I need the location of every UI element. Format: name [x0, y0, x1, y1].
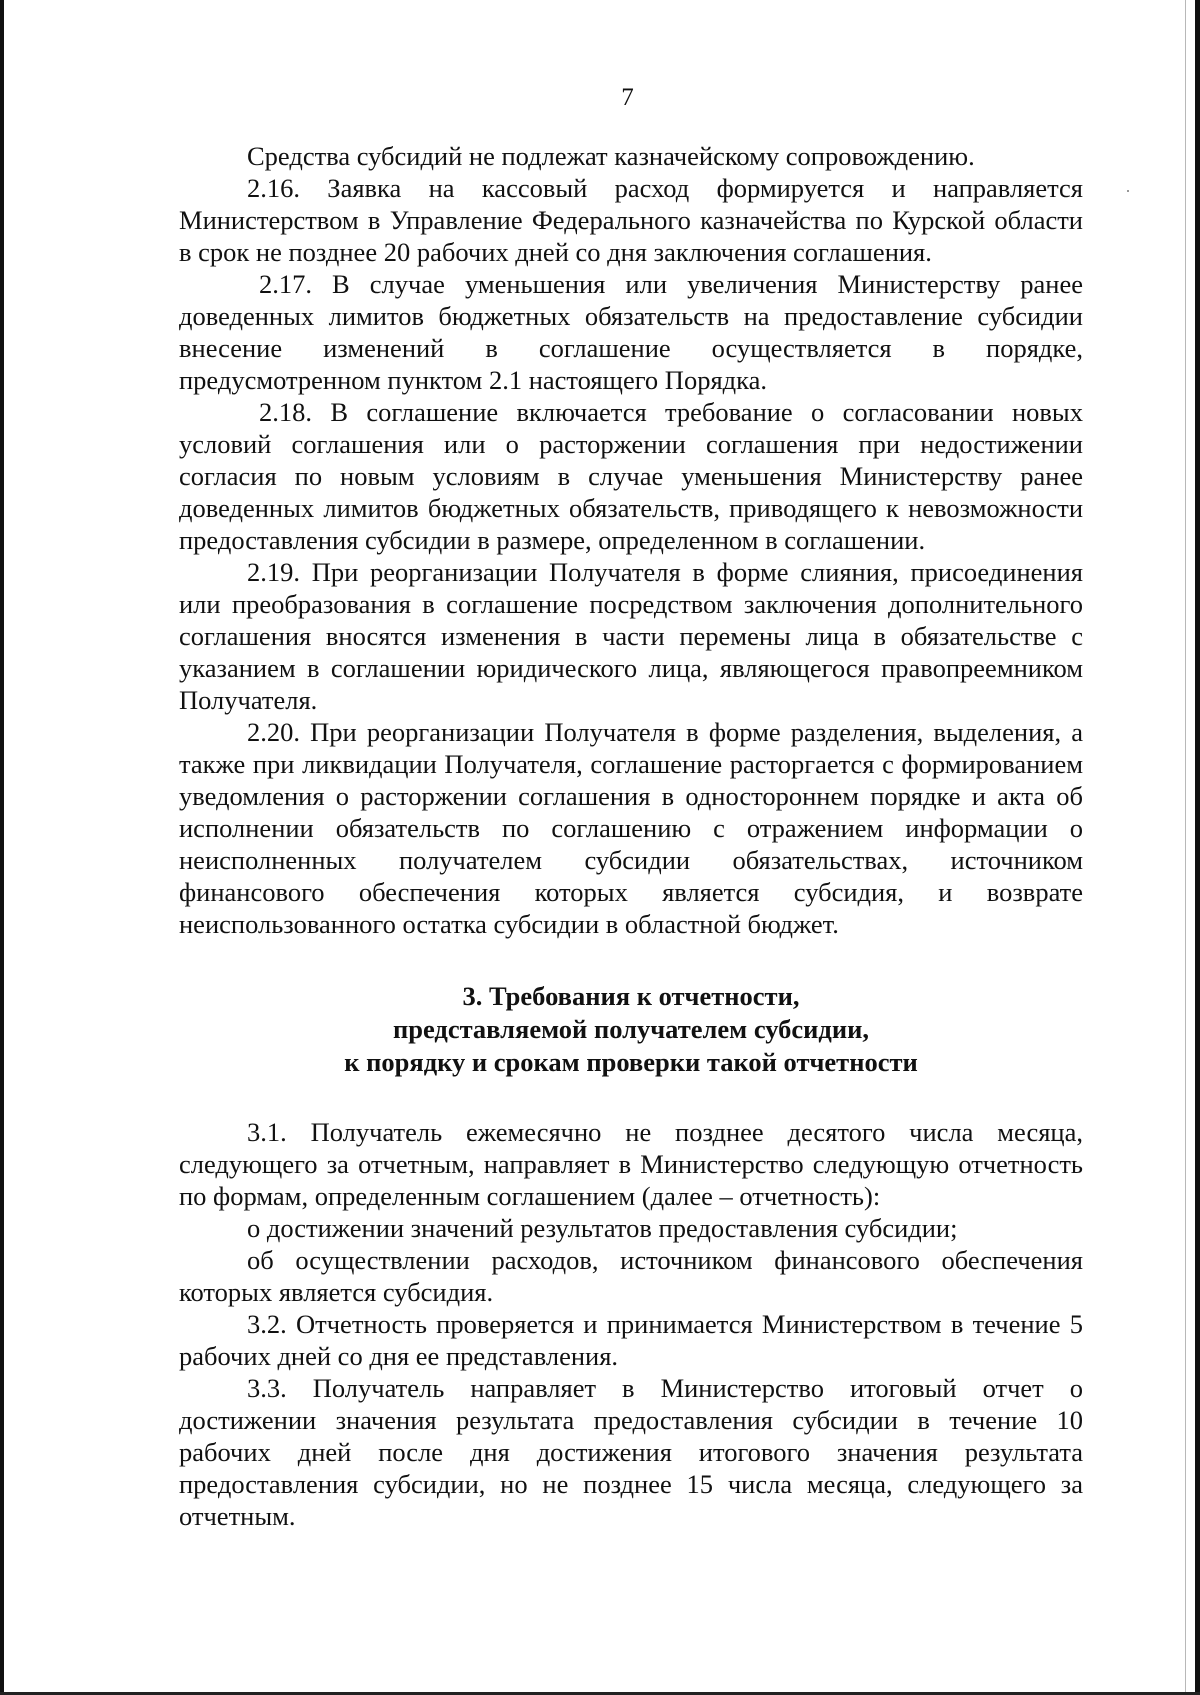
paragraph-2-17: 2.17. В случае уменьшения или увеличения Министерству ранее доведенных лимитов бюджетных обязательств на предоставление субсидии внесение изменений в соглашение осуществляется в порядке, предусмотренном пунктом 2.1 настоящего Порядка.	[179, 269, 1083, 395]
scan-shadow-line	[1185, 0, 1186, 1695]
section-heading-line: 3. Требования к отчетности,	[462, 981, 800, 1011]
paragraph-2-18: 2.18. В соглашение включается требование о согласовании новых условий соглашения или о расторжении соглашения при недостижении согласия по новым условиям в случае уменьшения Министерству ранее доведенных лимитов бюджетных обязательств, приводящего к невозможности предоставления субсидии в размере, определенном в соглашении.	[179, 397, 1083, 555]
scan-speck	[1127, 190, 1129, 192]
paragraph-2-20: 2.20. При реорганизации Получателя в форме разделения, выделения, а также при ликвидации Получателя, соглашение расторгается с формированием уведомления о расторжении соглашения в одностороннем порядке и акта об исполнении обязательств по соглашению с отражением информации о неисполненных получателем субсидии обязательствах, источником финансового обеспечения которых является субсидия, и возврате неиспользованного остатка субсидии в областной бюджет.	[179, 717, 1083, 939]
paragraph-2-16: 2.16. Заявка на кассовый расход формируется и направляется Министерством в Управление Федерального казначейства по Курской области в срок не позднее 20 рабочих дней со дня заключения соглашения.	[179, 173, 1083, 267]
paragraph-3-1-item-expenses: об осуществлении расходов, источником финансового обеспечения которых является субсидия.	[179, 1245, 1083, 1307]
paragraph-3-3: 3.3. Получатель направляет в Министерство итоговый отчет о достижении значения результата предоставления субсидии в течение 10 рабочих дней после дня достижения итогового значения результата предоставления субсидии, но не позднее 15 числа месяца, следующего за отчетным.	[179, 1373, 1083, 1531]
scan-border-right	[1195, 0, 1200, 1695]
section-heading-line: к порядку и срокам проверки такой отчетности	[344, 1047, 918, 1077]
paragraph-3-2: 3.2. Отчетность проверяется и принимается Министерством в течение 5 рабочих дней со дня ее представления.	[179, 1309, 1083, 1371]
section-heading	[179, 980, 1083, 1079]
document-body	[179, 140, 1083, 1532]
page-number: 7	[621, 84, 634, 111]
paragraph-2-19: 2.19. При реорганизации Получателя в форме слияния, присоединения или преобразования в соглашение посредством заключения дополнительного соглашения вносятся изменения в части перемены лица в обязательстве с указанием в соглашении юридического лица, являющегося правопреемником Получателя.	[179, 557, 1083, 715]
paragraph-3-1-item-results: о достижении значений результатов предоставления субсидии;	[247, 1213, 958, 1243]
section-heading-line: представляемой получателем субсидии,	[393, 1014, 869, 1044]
paragraph-treasury-note: Средства субсидий не подлежат казначейскому сопровождению.	[247, 141, 975, 171]
paragraph-3-1: 3.1. Получатель ежемесячно не позднее десятого числа месяца, следующего за отчетным, направляет в Министерство следующую отчетность по формам, определенным соглашением (далее – отчетность):	[179, 1117, 1083, 1211]
scan-border-left	[0, 0, 4, 1695]
